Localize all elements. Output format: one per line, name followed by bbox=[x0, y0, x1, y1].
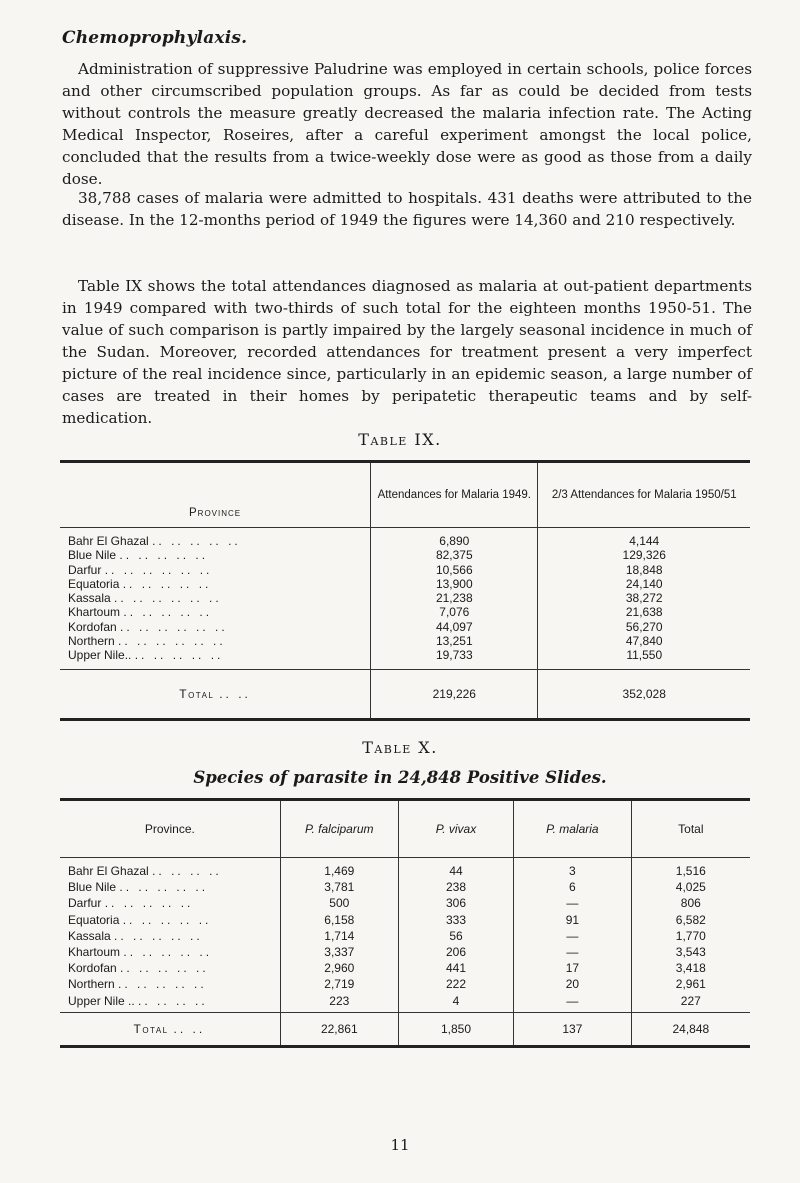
attendances-1950-cell: 21,638 bbox=[625, 605, 663, 620]
total-label-cell bbox=[60, 1012, 280, 1045]
table-9-header-1949: Attendances for Malaria 1949. bbox=[371, 463, 538, 528]
table-row bbox=[60, 976, 750, 992]
leader-dots: .. .. .. .. .. .. bbox=[104, 562, 213, 577]
table-row bbox=[60, 879, 750, 895]
falciparum-cell: 223 bbox=[280, 993, 398, 1013]
attendances-1949-cell: 82,375 bbox=[371, 548, 538, 562]
province-cell bbox=[60, 928, 280, 944]
table-10 bbox=[60, 798, 750, 1048]
province-name: Equatoria bbox=[68, 912, 120, 927]
malaria-cell: 91 bbox=[514, 912, 632, 928]
province-cell bbox=[60, 634, 371, 648]
attendances-1950-cell: 47,840 bbox=[625, 634, 663, 649]
malaria-cell: — bbox=[514, 944, 632, 960]
table-row bbox=[60, 563, 750, 577]
table-row bbox=[60, 858, 750, 880]
leader-dots: .. .. .. .. .. .. bbox=[114, 591, 222, 606]
table-10-header-total: Total bbox=[631, 801, 750, 858]
vivax-cell: 222 bbox=[398, 976, 513, 992]
table-row bbox=[60, 993, 750, 1013]
vivax-cell: 238 bbox=[398, 879, 513, 895]
leader-dots: .. .. .. .. .. .. bbox=[118, 634, 226, 649]
attendances-1949-cell: 21,238 bbox=[371, 591, 538, 605]
province-cell bbox=[60, 944, 280, 960]
province-name: Northern bbox=[68, 977, 115, 992]
total-label-cell bbox=[60, 669, 371, 718]
leader-dots: .. .. .. .. .. bbox=[114, 928, 203, 943]
province-cell bbox=[60, 591, 371, 605]
province-name: Kassala bbox=[68, 928, 111, 943]
province-name: Blue Nile bbox=[68, 880, 117, 895]
attendances-1949-cell: 6,890 bbox=[371, 528, 538, 549]
attendances-1949-cell: 13,251 bbox=[371, 634, 538, 648]
province-name: Khartoum bbox=[68, 605, 121, 620]
attendances-1950-cell: 38,272 bbox=[625, 591, 663, 606]
province-cell bbox=[60, 548, 371, 562]
total-cell: 3,543 bbox=[675, 945, 706, 960]
attendances-1950-cell: 129,326 bbox=[622, 548, 666, 563]
leader-dots: .. .. .. .. .. bbox=[123, 945, 213, 960]
leader-dots: .. .. bbox=[173, 1021, 206, 1036]
leader-dots: .. .. .. .. bbox=[138, 993, 208, 1008]
table-10-header-vivax: P. vivax bbox=[398, 801, 513, 858]
falciparum-cell: 500 bbox=[280, 895, 398, 911]
attendances-1950-cell: 4,144 bbox=[629, 534, 660, 548]
total-1950-cell: 352,028 bbox=[538, 669, 750, 718]
attendances-1950-cell: 18,848 bbox=[625, 562, 663, 577]
malaria-cell: 20 bbox=[514, 976, 632, 992]
attendances-1949-cell: 44,097 bbox=[371, 620, 538, 634]
vivax-cell: 333 bbox=[398, 912, 513, 928]
table-row bbox=[60, 648, 750, 669]
total-total-cell: 24,848 bbox=[631, 1012, 750, 1045]
province-cell bbox=[60, 605, 371, 619]
province-name: Kordofan bbox=[68, 619, 117, 634]
province-cell bbox=[60, 577, 371, 591]
province-name: Upper Nile.. bbox=[68, 648, 132, 663]
province-name: Blue Nile bbox=[68, 548, 117, 563]
total-falciparum-cell: 22,861 bbox=[280, 1012, 398, 1045]
paragraph-1: Administration of suppressive Paludrine was employed in certain schools, police forces and other circumscribed population groups. As far as could be decided from tests without controls the measure greatly decreased the malaria infection rate. The Acting Medical Inspector, Roseires, after a careful experiment amongst the local police, concluded that the results from a twice-weekly dose were as good as those from a daily dose. bbox=[62, 60, 752, 188]
table-row bbox=[60, 895, 750, 911]
leader-dots: .. .. .. .. .. bbox=[152, 534, 241, 548]
page-number: 11 bbox=[390, 1136, 410, 1154]
falciparum-cell: 1,469 bbox=[280, 858, 398, 880]
falciparum-cell: 2,960 bbox=[280, 960, 398, 976]
attendances-1950-cell: 11,550 bbox=[626, 648, 663, 663]
falciparum-cell: 6,158 bbox=[280, 912, 398, 928]
total-malaria-cell: 137 bbox=[514, 1012, 632, 1045]
section-heading: Chemoprophylaxis. bbox=[62, 28, 248, 48]
table-row bbox=[60, 912, 750, 928]
province-name: Equatoria bbox=[68, 576, 120, 591]
leader-dots: .. .. .. .. .. bbox=[122, 576, 212, 591]
province-cell bbox=[60, 648, 371, 669]
leader-dots: .. .. .. .. .. bbox=[104, 896, 194, 911]
table-total-row bbox=[60, 669, 750, 718]
vivax-cell: 206 bbox=[398, 944, 513, 960]
province-name: Kassala bbox=[68, 591, 111, 606]
province-name: Bahr El Ghazal bbox=[68, 534, 149, 548]
province-cell bbox=[60, 858, 280, 880]
malaria-cell: 6 bbox=[514, 879, 632, 895]
attendances-1949-cell: 13,900 bbox=[371, 577, 538, 591]
leader-dots: .. .. bbox=[219, 686, 251, 701]
province-name: Darfur bbox=[68, 896, 102, 911]
total-vivax-cell: 1,850 bbox=[398, 1012, 513, 1045]
total-cell: 806 bbox=[680, 896, 701, 911]
province-name: Upper Nile .. bbox=[68, 993, 135, 1008]
province-cell bbox=[60, 895, 280, 911]
attendances-1950-cell: 56,270 bbox=[625, 619, 663, 634]
total-label: Total bbox=[179, 686, 215, 701]
vivax-cell: 44 bbox=[398, 858, 513, 880]
malaria-cell: — bbox=[514, 993, 632, 1013]
leader-dots: .. .. .. .. .. bbox=[120, 961, 209, 976]
leader-dots: .. .. .. .. .. bbox=[119, 880, 209, 895]
total-cell: 6,582 bbox=[675, 912, 706, 927]
table-row bbox=[60, 577, 750, 591]
province-cell bbox=[60, 976, 280, 992]
table-row bbox=[60, 928, 750, 944]
province-cell bbox=[60, 528, 371, 549]
leader-dots: .. .. .. .. .. .. bbox=[120, 619, 228, 634]
table-row bbox=[60, 528, 750, 549]
attendances-1950-cell: 24,140 bbox=[625, 576, 663, 591]
attendances-1949-cell: 10,566 bbox=[371, 563, 538, 577]
falciparum-cell: 3,781 bbox=[280, 879, 398, 895]
total-cell: 2,961 bbox=[675, 977, 706, 992]
province-name: Khartoum bbox=[68, 945, 121, 960]
total-cell: 1,516 bbox=[675, 864, 706, 878]
province-cell bbox=[60, 993, 280, 1013]
table-9 bbox=[60, 460, 750, 721]
table-10-title: Table X. bbox=[362, 738, 438, 757]
table-10-subtitle: Species of parasite in 24,848 Positive Slides. bbox=[193, 768, 607, 787]
table-10-header-province: Province. bbox=[60, 801, 280, 858]
malaria-cell: — bbox=[514, 928, 632, 944]
paragraph-3: Table IX shows the total attendances diagnosed as malaria at out-patient departments in 1949 compared with two-thirds of such total for the eighteen months 1950-51. The value of such comparison is partly impaired by the largely seasonal incidence in much of the Sudan. Moreover, recorded attendances for treatment present a very imperfect picture of the real incidence since, particularly in an epidemic season, a large number of cases are treated in their homes by peripatetic therapeutic teams and by self-medication. bbox=[62, 277, 752, 427]
total-cell: 3,418 bbox=[675, 961, 706, 976]
table-row bbox=[60, 960, 750, 976]
table-9-title: Table IX. bbox=[358, 430, 442, 449]
total-cell: 1,770 bbox=[675, 928, 706, 943]
table-row bbox=[60, 605, 750, 619]
attendances-1949-cell: 7,076 bbox=[371, 605, 538, 619]
table-row bbox=[60, 944, 750, 960]
total-cell: 4,025 bbox=[675, 880, 706, 895]
malaria-cell: — bbox=[514, 895, 632, 911]
vivax-cell: 56 bbox=[398, 928, 513, 944]
vivax-cell: 306 bbox=[398, 895, 513, 911]
province-cell bbox=[60, 879, 280, 895]
falciparum-cell: 2,719 bbox=[280, 976, 398, 992]
province-cell bbox=[60, 620, 371, 634]
table-row bbox=[60, 591, 750, 605]
falciparum-cell: 3,337 bbox=[280, 944, 398, 960]
malaria-cell: 3 bbox=[514, 858, 632, 880]
leader-dots: .. .. .. .. .. bbox=[123, 605, 213, 620]
leader-dots: .. .. .. .. .. bbox=[118, 977, 207, 992]
province-cell bbox=[60, 960, 280, 976]
total-1949-cell: 219,226 bbox=[371, 669, 538, 718]
paragraph-2: 38,788 cases of malaria were admitted to hospitals. 431 deaths were attributed to the disease. In the 12-months period of 1949 the figures were 14,360 and 210 respectively. bbox=[62, 189, 752, 229]
table-total-row bbox=[60, 1012, 750, 1045]
province-name: Darfur bbox=[68, 562, 102, 577]
leader-dots: .. .. .. .. bbox=[152, 864, 222, 878]
table-10-header-malaria: P. malaria bbox=[514, 801, 632, 858]
table-9-header-1950: 2/3 Attendances for Malaria 1950/51 bbox=[538, 463, 750, 528]
leader-dots: .. .. .. .. .. bbox=[134, 648, 224, 663]
table-row bbox=[60, 620, 750, 634]
table-10-header-falciparum: P. falciparum bbox=[280, 801, 398, 858]
province-cell bbox=[60, 563, 371, 577]
province-cell bbox=[60, 912, 280, 928]
table-9-header-province: Province bbox=[60, 463, 371, 528]
malaria-cell: 17 bbox=[514, 960, 632, 976]
total-cell: 227 bbox=[680, 993, 701, 1008]
attendances-1949-cell: 19,733 bbox=[371, 648, 538, 669]
province-name: Northern bbox=[68, 634, 115, 649]
table-row bbox=[60, 634, 750, 648]
vivax-cell: 4 bbox=[398, 993, 513, 1013]
province-name: Bahr El Ghazal bbox=[68, 864, 149, 878]
province-name: Kordofan bbox=[68, 961, 117, 976]
falciparum-cell: 1,714 bbox=[280, 928, 398, 944]
vivax-cell: 441 bbox=[398, 960, 513, 976]
total-label: Total bbox=[133, 1021, 169, 1036]
leader-dots: .. .. .. .. .. bbox=[122, 912, 212, 927]
leader-dots: .. .. .. .. .. bbox=[119, 548, 209, 563]
table-row bbox=[60, 548, 750, 562]
